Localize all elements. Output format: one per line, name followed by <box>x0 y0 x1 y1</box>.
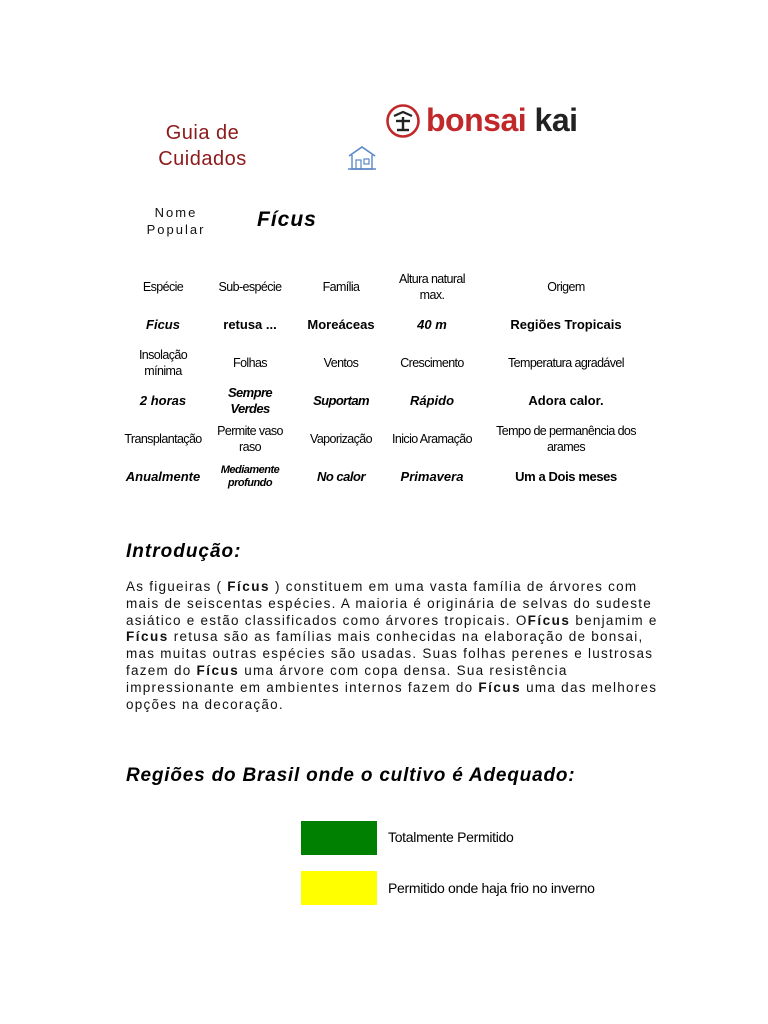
care-value-cell: No calor <box>316 469 365 484</box>
care-value-cell: Um a Dois meses <box>515 469 617 484</box>
regions-heading: Regiões do Brasil onde o cultivo é Adequado: <box>126 765 576 786</box>
care-value-cell: Regiões Tropicais <box>510 317 622 332</box>
ficus-term: Fícus <box>527 612 571 628</box>
care-value-cell: Sempre Verdes <box>227 385 273 416</box>
care-header-cell: Origem <box>547 280 585 294</box>
care-value-cell: Adora calor. <box>528 393 604 408</box>
ficus-term: Fícus <box>126 629 169 645</box>
care-header-cell: Temperatura agradável <box>508 356 624 370</box>
care-value-cell: Rápido <box>409 393 455 408</box>
intro-text: uma árvore com copa densa. Sua resistência impressionante em ambientes internos fazem do <box>126 662 568 695</box>
legend-label-frio: Permitido onde haja frio no inverno <box>388 880 595 896</box>
care-value-cell: Suportam <box>313 393 369 408</box>
intro-text: As figueiras ( <box>126 579 228 594</box>
intro-text: uma das melhores opções na decoração. <box>126 679 658 712</box>
intro-text: ) constituem em uma vasta família de árvores com mais de seiscentas espécies. A maioria é originária de selvas do sudeste asiático e estão classificados como árvores tropicais. O <box>126 579 652 628</box>
care-header-cell: Ventos <box>323 356 359 370</box>
care-header-cell: Altura natural max. <box>399 272 465 302</box>
title-line-2: Cuidados <box>158 148 247 170</box>
care-header-cell: Tempo de permanência dos arames <box>496 424 636 454</box>
care-header-cell: Espécie <box>142 280 184 294</box>
care-header-cell: Sub-espécie <box>218 280 282 294</box>
intro-text: benjamim e <box>570 612 658 628</box>
ficus-term: Fícus <box>196 662 240 678</box>
ficus-term: Fícus <box>227 579 271 594</box>
care-header-cell: Crescimento <box>400 356 464 370</box>
care-header-row-2 <box>122 342 654 384</box>
nome-popular-label-line-2: Popular <box>146 222 206 237</box>
care-header-cell: Folhas <box>233 356 267 370</box>
brand-name-bonsai: bonsai <box>426 102 527 138</box>
care-value-row-1 <box>122 308 654 342</box>
intro-text: retusa são as famílias mais conhecidas na elaboração de bonsai, mas muitas outras espécies são usadas. Suas folhas perenes e lustrosas fazem do <box>126 629 654 678</box>
care-value-cell: Anualmente <box>125 469 201 484</box>
care-header-cell: Vaporização <box>310 432 372 446</box>
page-title <box>130 120 275 172</box>
care-value-cell: Mediamente profundo <box>220 464 280 489</box>
bonsai-tree-logo-icon <box>386 104 420 138</box>
intro-paragraph <box>126 579 666 713</box>
house-icon <box>347 145 377 171</box>
care-table <box>122 266 654 494</box>
nome-popular-value: Fícus <box>257 208 317 231</box>
legend-swatch-yellow <box>301 871 377 905</box>
nome-popular-label-line-1: Nome <box>154 205 198 220</box>
care-value-cell: 40 m <box>417 317 447 332</box>
care-value-cell: retusa ... <box>223 317 277 332</box>
bonsai-kai-logo <box>386 104 586 144</box>
legend-swatch-green <box>301 821 377 855</box>
care-value-cell: Moreáceas <box>307 317 375 332</box>
care-header-cell: Insolação mínima <box>138 348 188 378</box>
care-value-row-2 <box>122 384 654 418</box>
nome-popular-label <box>136 204 216 238</box>
care-value-row-3 <box>122 460 654 494</box>
care-header-row-1 <box>122 266 654 308</box>
care-header-cell: Transplantação <box>124 432 202 446</box>
care-header-row-3 <box>122 418 654 460</box>
care-value-cell: 2 horas <box>139 393 187 408</box>
title-line-1: Guia de <box>165 122 240 144</box>
care-header-cell: Permite vaso raso <box>217 424 283 454</box>
care-value-cell: Primavera <box>400 469 464 484</box>
legend-label-totalmente: Totalmente Permitido <box>388 829 514 845</box>
intro-heading: Introdução: <box>126 541 242 562</box>
brand-name <box>426 102 578 139</box>
care-header-cell: Inicio Aramação <box>392 432 472 446</box>
ficus-term: Fícus <box>478 679 522 695</box>
care-header-cell: Família <box>322 280 360 294</box>
care-value-cell: Ficus <box>146 317 180 332</box>
brand-name-kai: kai <box>534 102 578 138</box>
